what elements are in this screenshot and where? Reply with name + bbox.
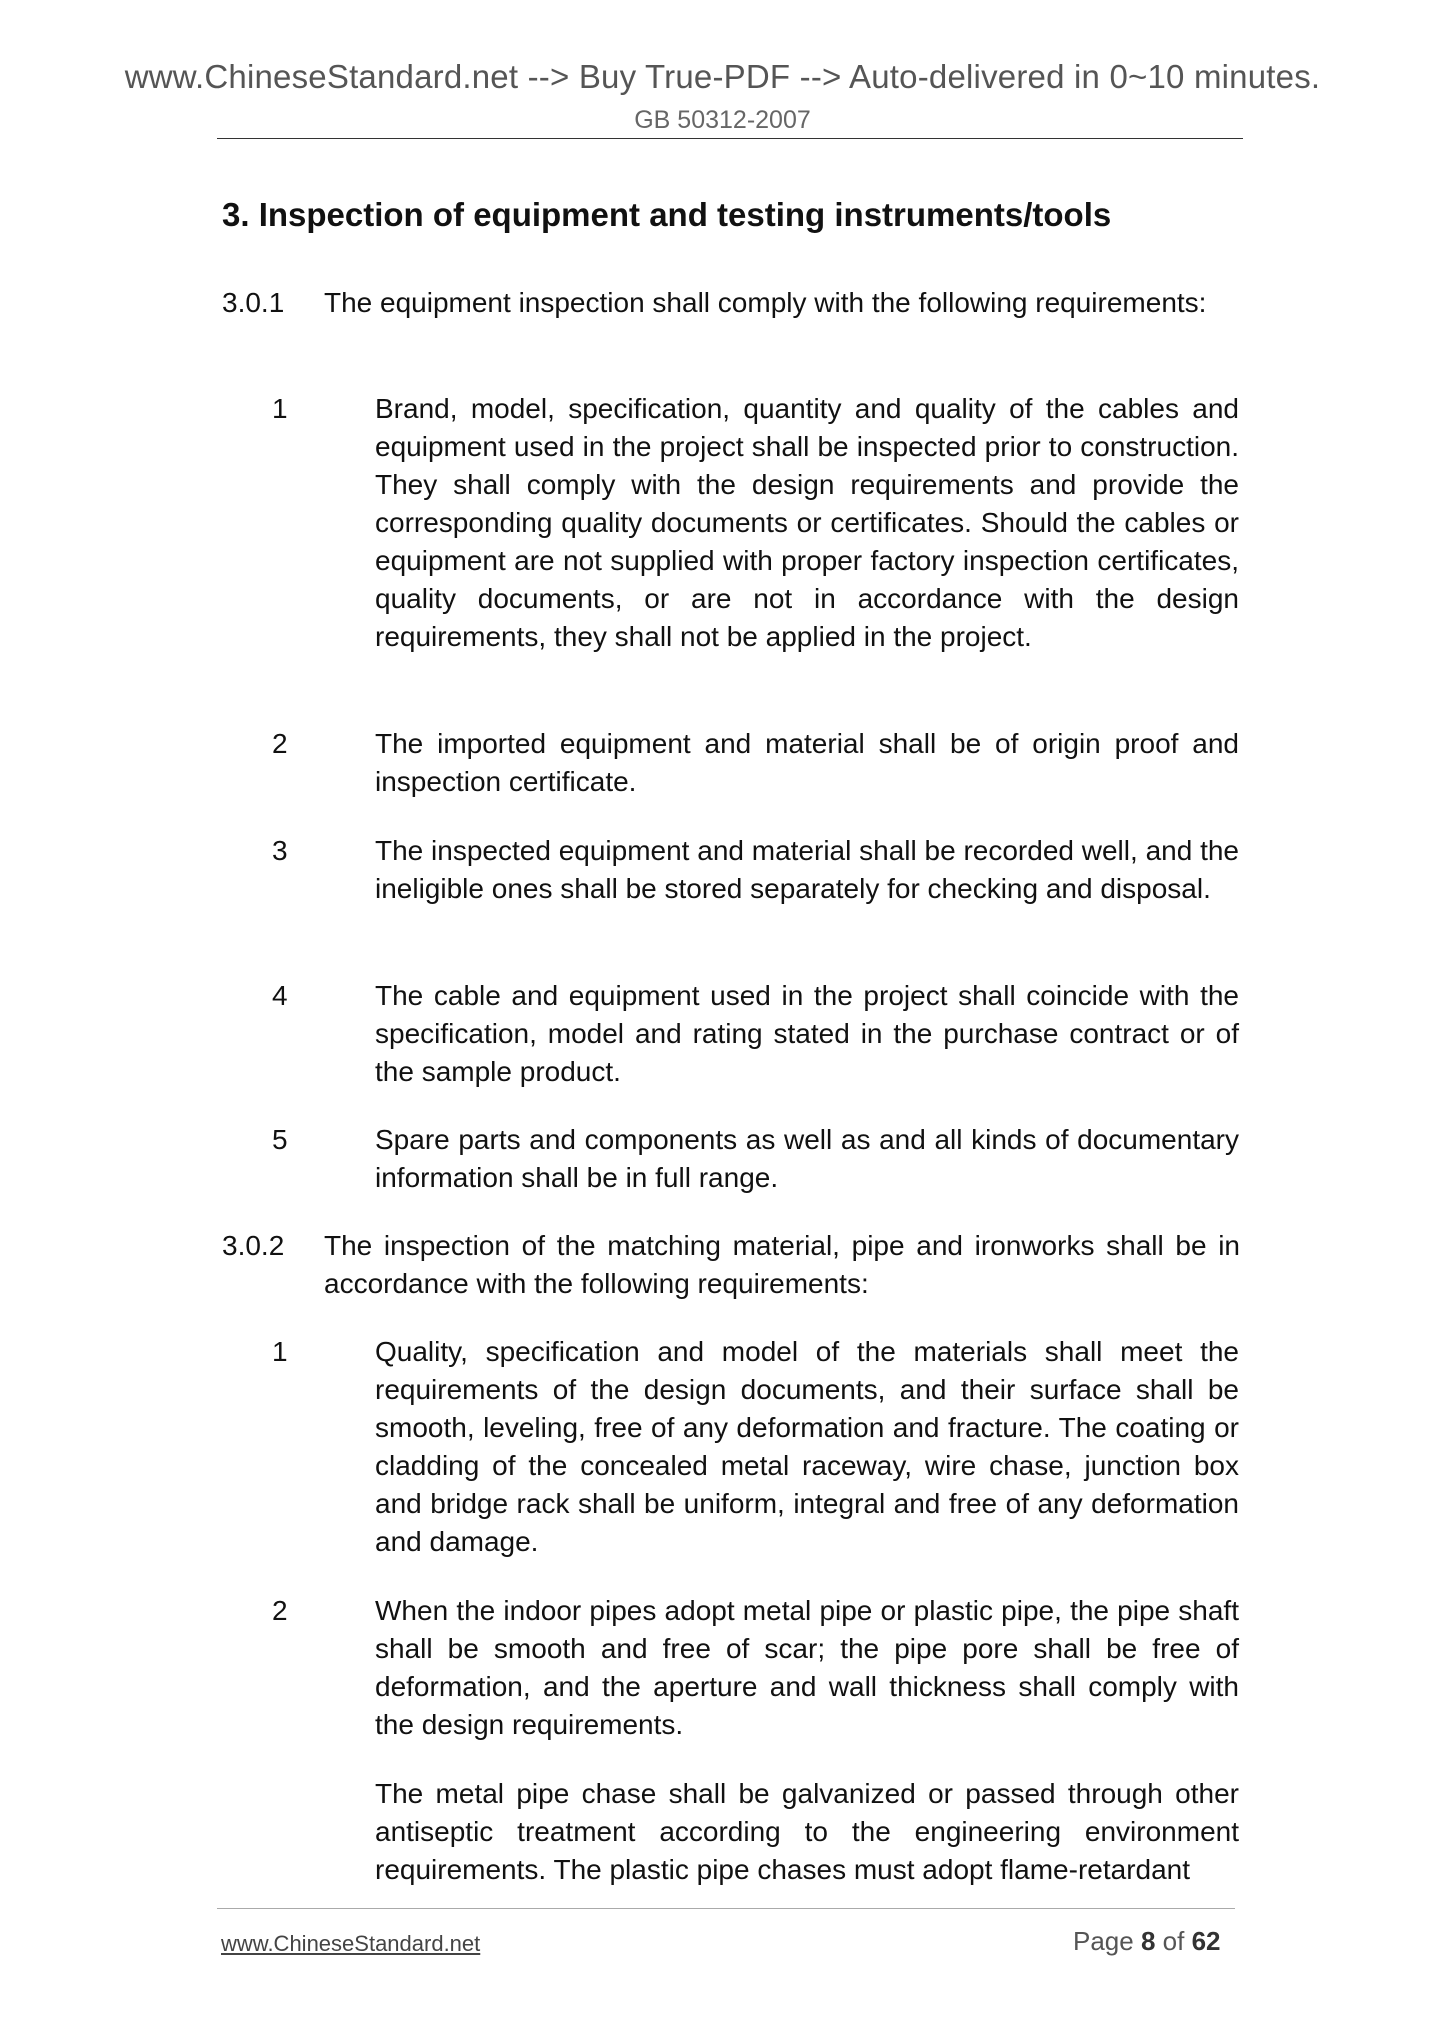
page-separator: of — [1155, 1926, 1192, 1956]
item-number: 1 — [272, 393, 288, 424]
standard-code: GB 50312-2007 — [634, 106, 811, 134]
item-text: The cable and equipment used in the project shall coincide with the specification, model and rating stated in the purchase contract or of the sample product. — [375, 980, 1239, 1087]
page-prefix: Page — [1073, 1926, 1141, 1956]
item-text: The imported equipment and material shall be of origin proof and inspection certificate. — [375, 728, 1239, 797]
clause-number: 3.0.2 — [222, 1230, 285, 1261]
item-text: The inspected equipment and material shall be recorded well, and the ineligible ones shall be stored separately for checking and disposal. — [375, 835, 1239, 904]
item-number: 1 — [272, 1336, 288, 1367]
section-title: 3. Inspection of equipment and testing instruments/tools — [222, 196, 1112, 233]
item-number: 3 — [272, 835, 288, 866]
item-text: Quality, specification and model of the materials shall meet the requirements of the design documents, and their surface shall be smooth, leveling, free of any deformation and fracture. The coating or cladding of the concealed metal raceway, wire chase, junction box and bridge rack shall be uniform, integral and free of any deformation and damage. — [375, 1336, 1239, 1557]
page-current: 8 — [1140, 1926, 1156, 1956]
item-text: Brand, model, specification, quantity and quality of the cables and equipment used in the project shall be inspected prior to construction. They shall comply with the design requirements and provide the corresponding quality documents or certificates. Should the cables or equipment are not supplied with proper factory inspection certificates, quality documents, or are not in accordance with the design requirements, they shall not be applied in the project. — [375, 393, 1239, 652]
footer-site-link[interactable]: www.ChineseStandard.net — [221, 1931, 481, 1956]
page-indicator — [1073, 1926, 1220, 1957]
clause-number: 3.0.1 — [222, 287, 285, 318]
header-banner: www.ChineseStandard.net --> Buy True-PDF --> Auto-delivered in 0~10 minutes. — [124, 58, 1321, 95]
item-number: 4 — [272, 980, 288, 1011]
footer-divider — [217, 1908, 1235, 1909]
item-number: 2 — [272, 728, 288, 759]
header-divider — [217, 138, 1243, 139]
paragraph-text: The metal pipe chase shall be galvanized or passed through other antiseptic treatment according to the engineering environment requirements. The plastic pipe chases must adopt flame-retardant — [375, 1778, 1239, 1885]
clause-text: The equipment inspection shall comply with the following requirements: — [324, 287, 1207, 318]
page-total: 62 — [1191, 1926, 1221, 1956]
item-number: 2 — [272, 1595, 288, 1626]
item-text: When the indoor pipes adopt metal pipe or plastic pipe, the pipe shaft shall be smooth and free of scar; the pipe pore shall be free of deformation, and the aperture and wall thickness shall comply with the design requirements. — [375, 1595, 1239, 1740]
item-text: Spare parts and components as well as and all kinds of documentary information shall be in full range. — [375, 1124, 1239, 1193]
item-number: 5 — [272, 1124, 288, 1155]
clause-text: The inspection of the matching material, pipe and ironworks shall be in accordance with the following requirements: — [324, 1230, 1240, 1299]
